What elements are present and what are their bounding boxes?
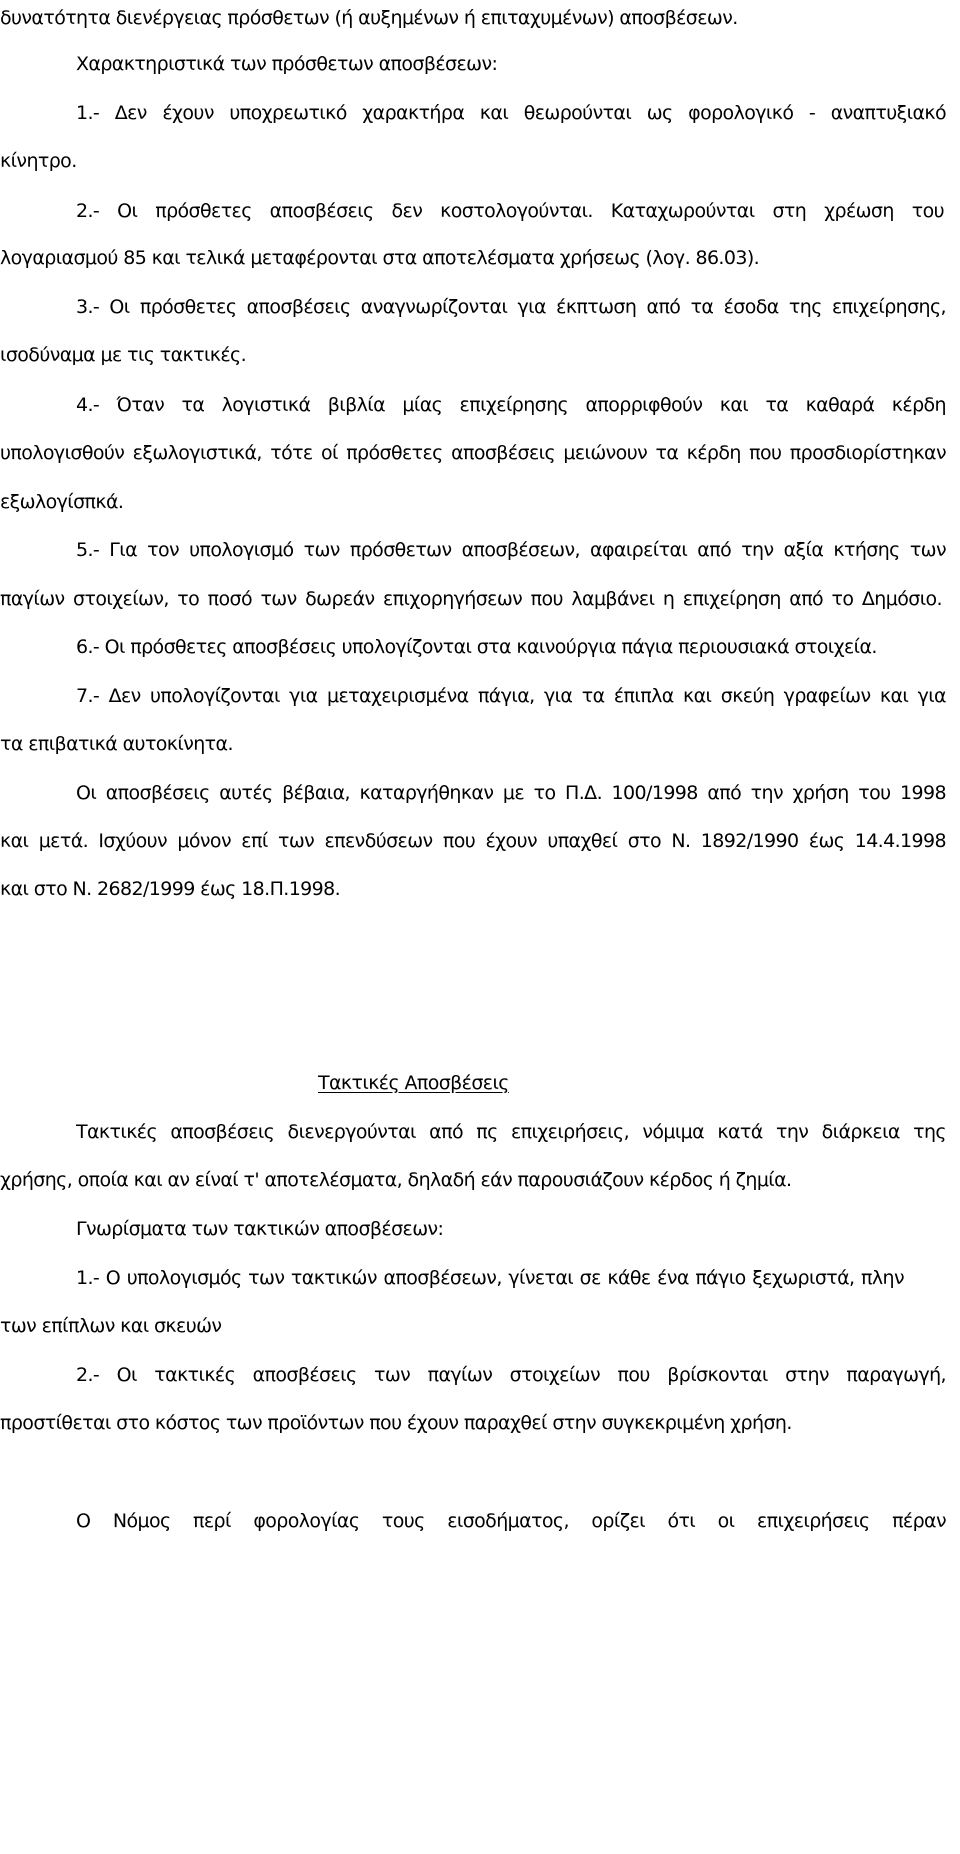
paragraph-4-line-2: υπολογισθούν εξωλογιστικά, τότε οί πρόσθετες αποσβέσεις μειώνουν τα κέρδη που προσδιορίστηκαν [0,442,946,464]
paragraph-6-line-1: 6.- Οι πρόσθετες αποσβέσεις υπολογίζονται στα καινούργια πάγια περιουσιακά στοιχεία. [76,636,877,658]
paragraph-2-line-2: λογαριασμού 85 και τελικά μεταφέρονται στα αποτελέσματα χρήσεως (λογ. 86.03). [0,247,760,269]
regular-item-1-line-1: 1.- Ο υπολογισμός των τακτικών αποσβέσεων, γίνεται σε κάθε ένα πάγιο ξεχωριστά, πλην [76,1267,904,1289]
paragraph-4-line-3: εξωλογίσπκά. [0,491,124,513]
paragraph-5-line-2: παγίων στοιχείων, το ποσό των δωρεάν επιχορηγήσεων που λαμβάνει η επιχείρηση από το Δημόσιο. [0,588,942,610]
paragraph-5-line-1: 5.- Για τον υπολογισμό των πρόσθετων αποσβέσεων, αφαιρείται από την αξία κτήσης των [76,539,946,561]
regular-paragraph-line-1: Τακτικές αποσβέσεις διενεργούνται από πς επιχειρήσεις, νόμιμα κατά την διάρκεια της [76,1121,946,1143]
abolition-line-2: και μετά. Ισχύουν μόνον επί των επενδύσεων που έχουν υπαχθεί στο Ν. 1892/1990 έως 14.4.1998 [0,830,946,852]
regular-item-2-line-1: 2.- Οι τακτικές αποσβέσεις των παγίων στοιχείων που βρίσκονται στην παραγωγή, [76,1364,946,1386]
features-heading: Χαρακτηριστικά των πρόσθετων αποσβέσεων: [76,53,498,75]
regular-item-1-line-2: των επίπλων και σκευών [0,1315,222,1337]
paragraph-7-line-2: τα επιβατικά αυτοκίνητα. [0,733,233,755]
regular-features-heading: Γνωρίσματα των τακτικών αποσβέσεων: [76,1218,444,1240]
regular-item-2-line-2: προστίθεται στο κόστος των προϊόντων που έχουν παραχθεί στην συγκεκριμένη χρήση. [0,1412,792,1434]
paragraph-7-line-1: 7.- Δεν υπολογίζονται για μεταχειρισμένα πάγια, για τα έπιπλα και σκεύη γραφείων και για [76,685,946,707]
paragraph-1-line-2: κίνητρο. [0,150,77,172]
paragraph-3-line-1: 3.- Οι πρόσθετες αποσβέσεις αναγνωρίζονται για έκπτωση από τα έσοδα της επιχείρησης, [76,296,946,318]
paragraph-2-line-1: 2.- Οι πρόσθετες αποσβέσεις δεν κοστολογούνται. Καταχωρούνται στη χρέωση του [76,200,944,222]
paragraph-1-line-1: 1.- Δεν έχουν υποχρεωτικό χαρακτήρα και θεωρούνται ως φορολογικό - αναπτυξιακό [76,102,946,124]
law-paragraph-line-1: Ο Νόμος περί φορολογίας τους εισοδήματος, ορίζει ότι οι επιχειρήσεις πέραν [76,1510,946,1532]
paragraph-3-line-2: ισοδύναμα με τις τακτικές. [0,344,247,366]
abolition-line-1: Οι αποσβέσεις αυτές βέβαια, καταργήθηκαν με το Π.Δ. 100/1998 από την χρήση του 1998 [76,782,946,804]
abolition-line-3: και στο Ν. 2682/1999 έως 18.Π.1998. [0,878,341,900]
regular-depreciation-heading: Τακτικές Αποσβέσεις [318,1072,509,1094]
paragraph-4-line-1: 4.- Όταν τα λογιστικά βιβλία μίας επιχείρησης απορριφθούν και τα καθαρά κέρδη [76,394,946,416]
intro-tail-text: δυνατότητα διενέργειας πρόσθετων (ή αυξημένων ή επιταχυμένων) αποσβέσεων. [0,7,738,29]
regular-paragraph-line-2: χρήσης, οποία και αν είναί τ' αποτελέσματα, δηλαδή εάν παρουσιάζουν κέρδος ή ζημία. [0,1169,792,1191]
